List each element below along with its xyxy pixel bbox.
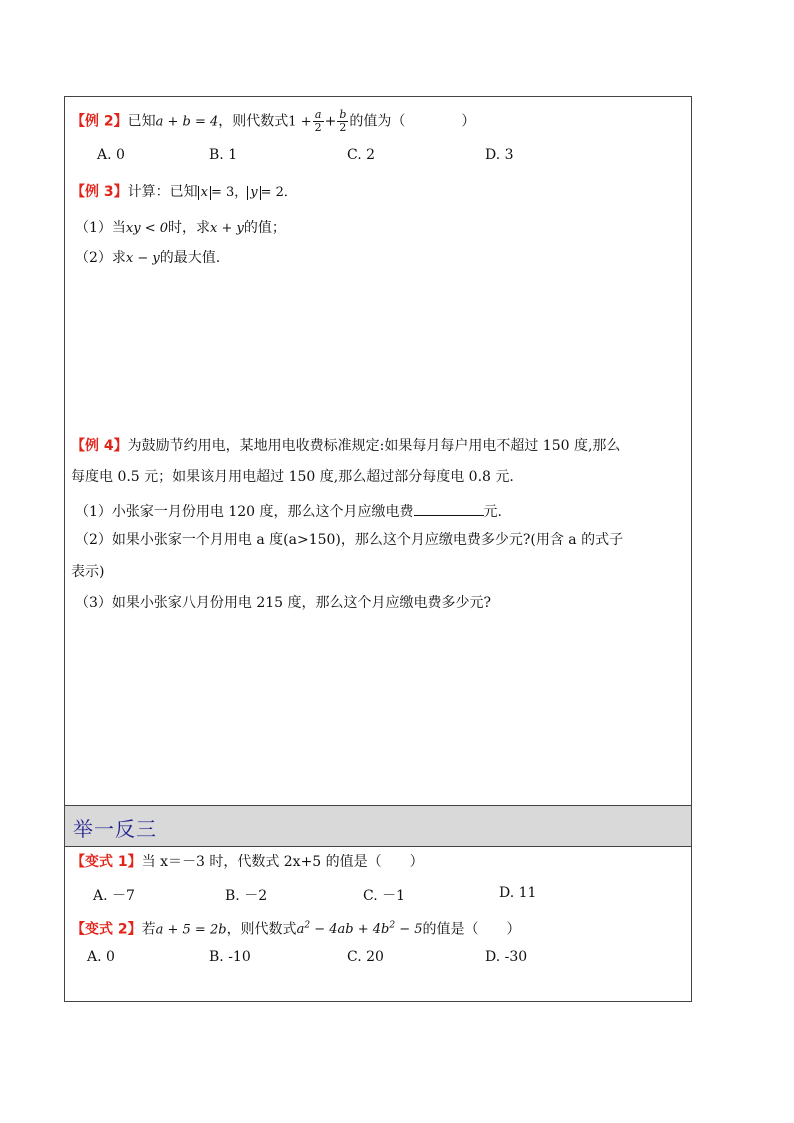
example3-abs-x: x [198,186,211,200]
example3-part2-expr: x − y [125,251,160,266]
variant2-expression: $a^2 - 4ab + 4b^2 - 5$ [296,921,423,938]
variant2-option-a: A. 0 [87,949,115,965]
example3-part1-condition: xy < 0 [125,221,169,236]
example3-tag: 【例 3】 [71,184,128,200]
example3-part2 [75,249,220,268]
example4-part1 [75,501,502,521]
example3-part1-suffix: 的值； [243,220,286,236]
variant2-prefix: 若 [141,921,156,938]
example2-tag: 【例 2】 [71,113,128,130]
example4-part2-line1: （2）如果小张家一个月用电 a 度(a>150)，那么这个月应缴电费多少元?(用含 a 的式子 [75,532,624,548]
example4-line2: 每度电 0.5 元；如果该月用电超过 150 度,那么超过部分每度电 0.8 元. [71,469,514,485]
example2-mid: ，则代数式 [218,113,289,130]
answer-blank[interactable] [414,501,484,516]
example3-eq2: = 2． [260,185,297,200]
example4-part1-suffix: 元. [483,504,502,520]
variant1-option-a: A. －7 [93,888,135,904]
variant1-text: 当 x＝－3 时，代数式 2x+5 的值是（ ） [141,854,424,870]
variant1-option-b: B. －2 [225,888,268,904]
example2-fraction-a: $\frac{a}{2}$ [314,108,322,134]
example3-prefix: 计算：已知 [127,184,198,200]
example3-part2-suffix: 的最大值. [159,250,221,266]
example2-expr-one: 1 + [288,114,312,130]
example3-part1-expr: x + y [210,221,244,236]
variant1-question [71,853,424,871]
example4-part3: （3）如果小张家八月份用电 215 度，那么这个月应缴电费多少元? [75,595,492,611]
example2-suffix: 的值为（ ） [349,113,476,130]
example2-option-a: A. 0 [97,147,125,163]
example3-eq1: = 3， [210,185,248,200]
example4-part1-text: （1）小张家一月份用电 120 度，那么这个月应缴电费 [75,504,414,520]
example2-option-c: C. 2 [347,147,376,163]
example2-prefix: 已知 [127,113,156,130]
example4-statement: 为鼓励节约用电，某地用电收费标准规定:如果每月每户用电不超过 150 度,那么 [127,438,621,454]
variant2-mid: ，则代数式 [226,921,297,938]
example2-condition: a + b = 4 [155,114,219,130]
example2-question [71,109,475,134]
section-title: 举一反三 [73,817,157,841]
example4-line1 [71,437,620,455]
variant1-option-d: D. 11 [499,885,537,901]
example4-part2-line2: 表示) [71,564,105,580]
variant1-tag: 【变式 1】 [71,854,142,870]
example2-option-b: B. 1 [209,147,238,163]
example3-part1 [75,219,286,238]
example3-question [71,183,297,202]
example3-part2-prefix: （2）求 [75,250,126,266]
variant2-option-b: B. -10 [209,949,251,965]
example3-part1-prefix: （1）当 [75,220,126,236]
variant2-question [71,917,521,939]
variant2-option-c: C. 20 [347,949,384,965]
example2-plus: + [324,113,337,130]
example2-fraction-b: $\frac{b}{2}$ [339,108,347,134]
content-frame [64,96,692,1002]
section-header [65,805,691,847]
variant2-option-d: D. -30 [485,949,528,965]
variant1-option-c: C. －1 [363,888,406,904]
variant2-suffix: 的值是（ ） [422,921,521,938]
example3-abs-y: y [247,186,260,200]
example2-option-d: D. 3 [485,147,514,163]
example4-tag: 【例 4】 [71,438,128,454]
variant2-tag: 【变式 2】 [71,921,142,938]
variant2-condition: a + 5 = 2b [155,922,227,938]
example3-part1-mid: 时，求 [168,220,211,236]
